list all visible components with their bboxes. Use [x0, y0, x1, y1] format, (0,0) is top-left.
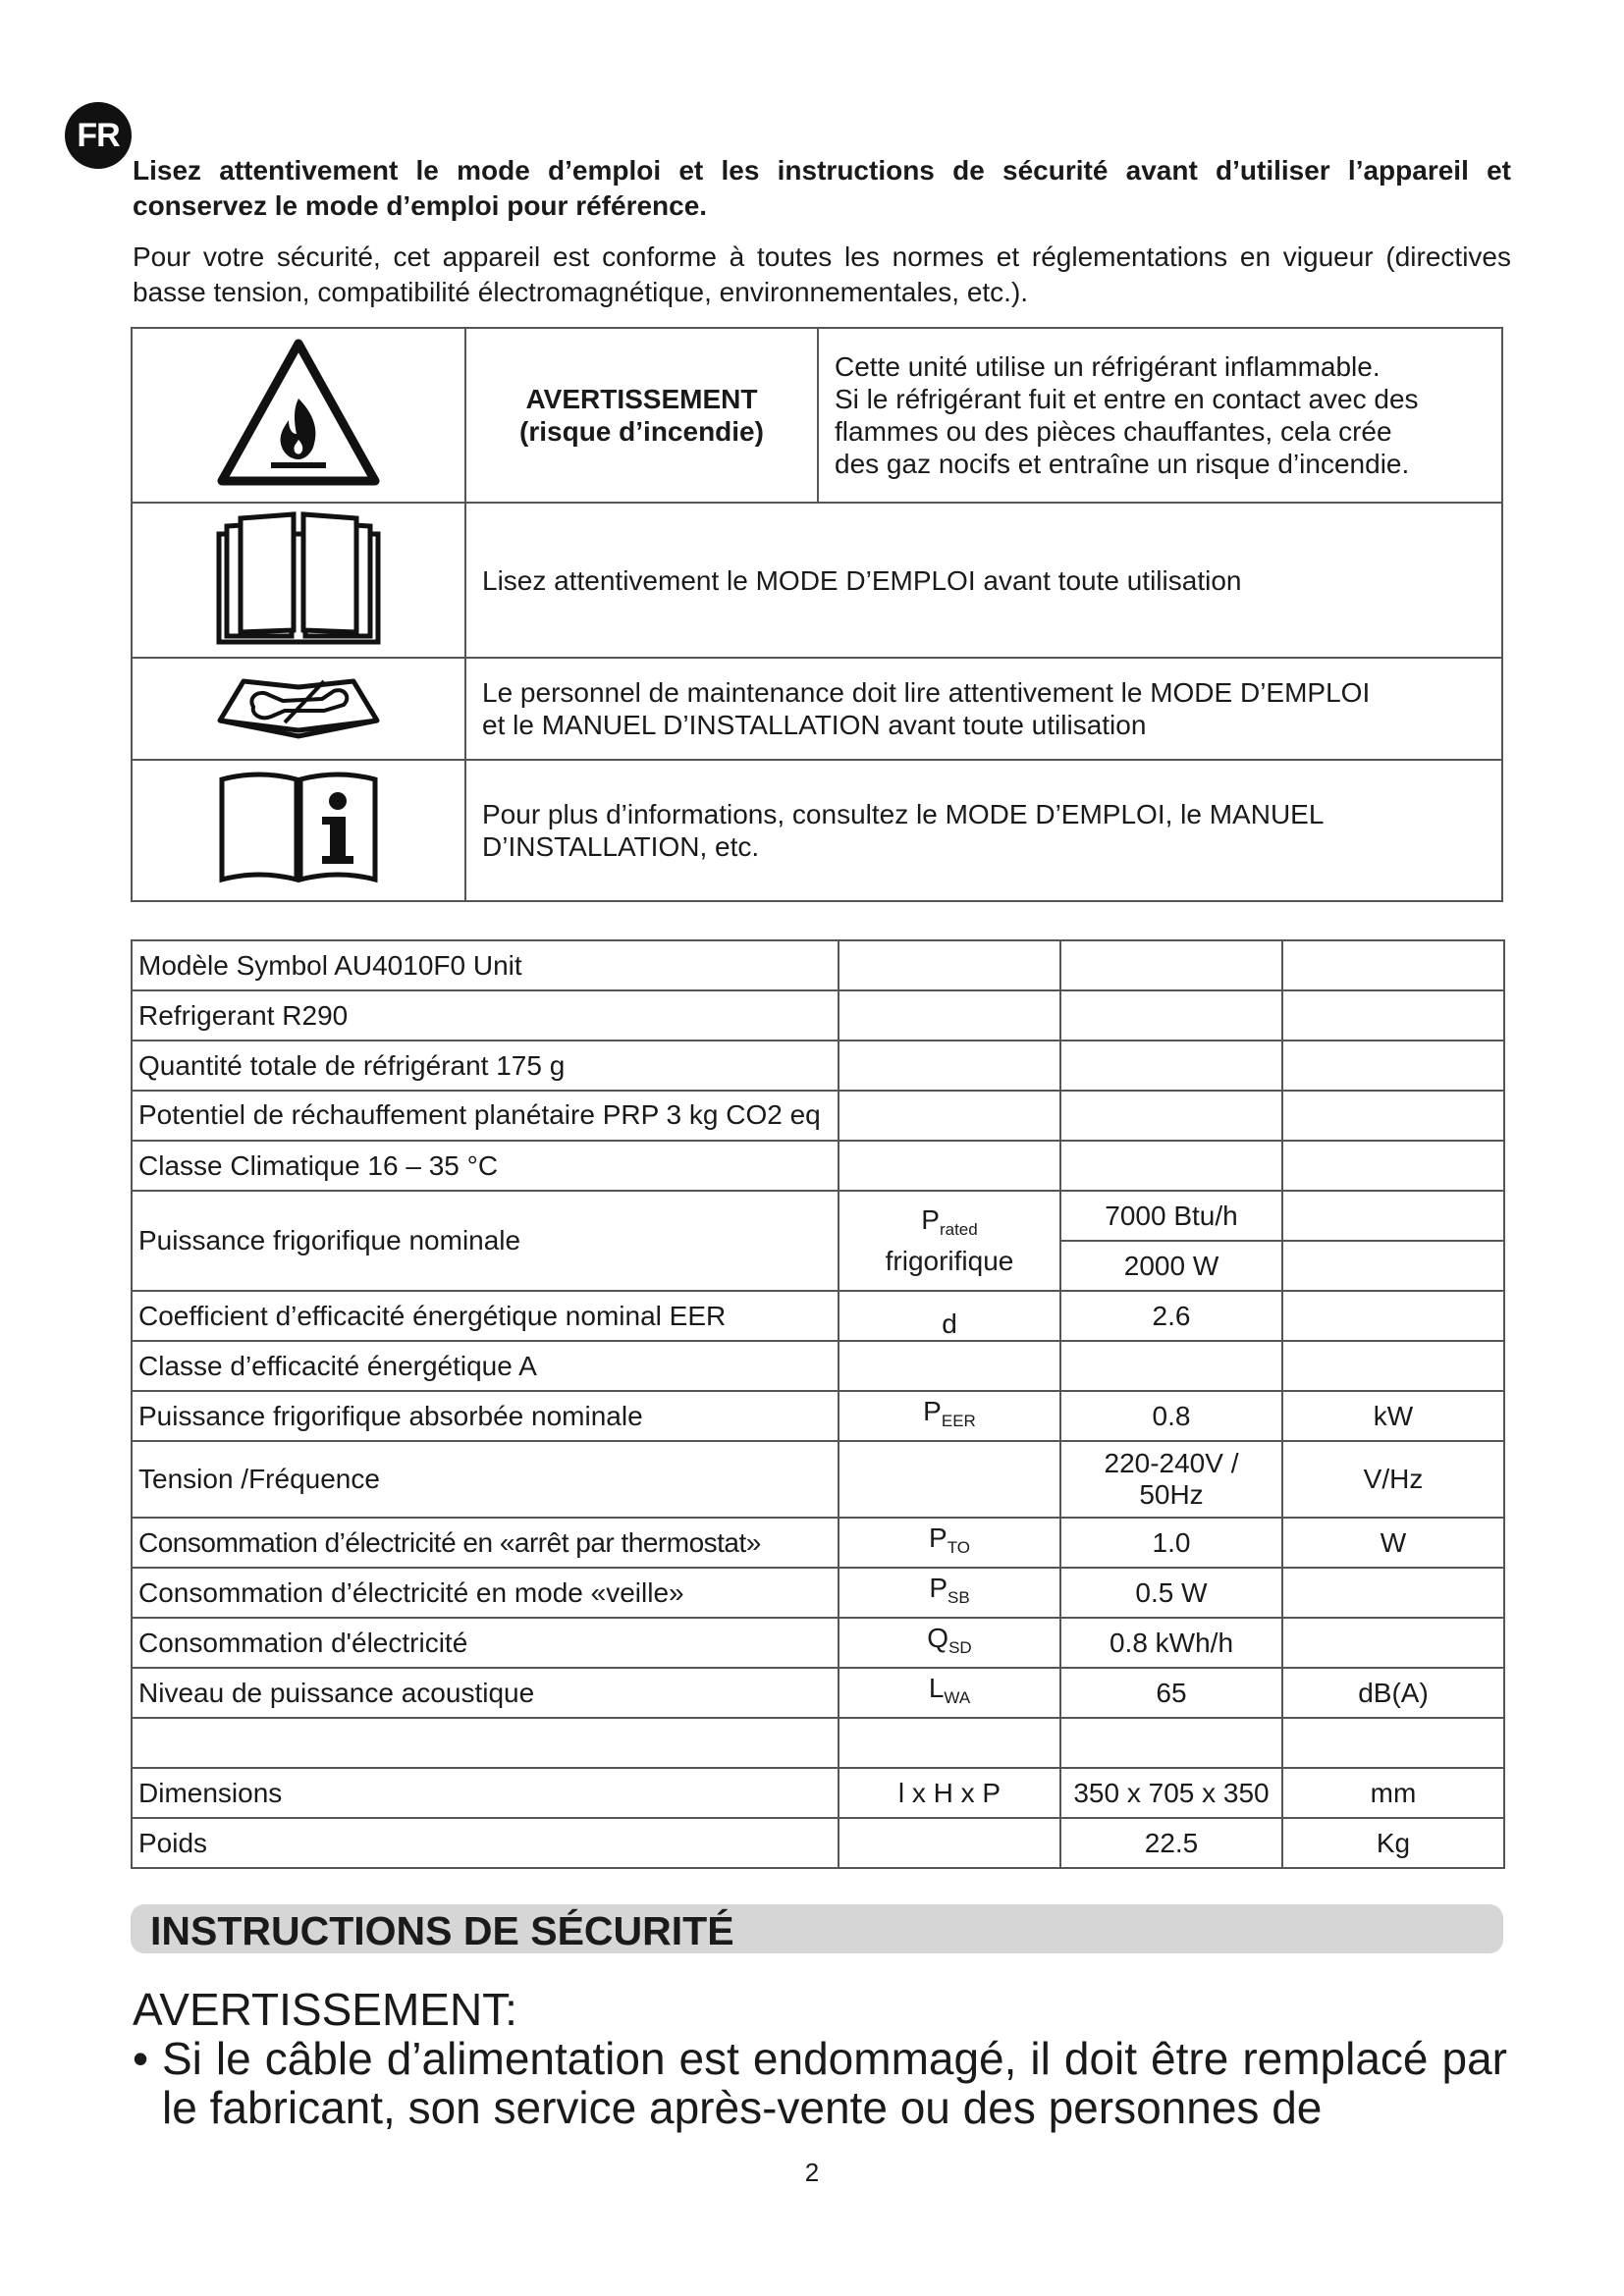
fire-warning-title — [465, 328, 818, 503]
standby-label: Consommation d’électricité en mode «veille» — [132, 1568, 839, 1618]
noise-value: 65 — [1060, 1668, 1282, 1718]
climate-class-label: Classe Climatique 16 – 35 °C — [132, 1141, 839, 1191]
table-row — [132, 1141, 1504, 1191]
bullet-icon: • — [133, 2033, 149, 2084]
table-row — [132, 940, 1504, 990]
gwp-label — [132, 1091, 839, 1141]
noise-symbol-sub: WA — [944, 1687, 971, 1707]
service-row — [132, 658, 1502, 760]
consumption-value: 0.8 kWh/h — [1060, 1618, 1282, 1668]
noise-unit: dB(A) — [1282, 1668, 1504, 1718]
consumption-symbol-sub: SD — [948, 1637, 972, 1657]
language-badge: FR — [65, 102, 132, 169]
info-manual-icon — [132, 760, 465, 901]
cooling-symbol-sub: rated — [939, 1220, 978, 1239]
safety-warning-heading: AVERTISSEMENT: — [133, 1984, 517, 2035]
service-text — [465, 658, 1502, 760]
standby-symbol — [839, 1568, 1060, 1618]
thermostat-symbol-sub: TO — [947, 1537, 970, 1557]
table-row — [132, 1341, 1504, 1391]
table-row — [132, 1668, 1504, 1718]
absorbed-power-unit: kW — [1282, 1391, 1504, 1441]
thermostat-symbol-main: P — [929, 1522, 947, 1553]
page-number: 2 — [804, 2158, 820, 2187]
standby-value: 0.5 W — [1060, 1568, 1282, 1618]
table-row — [132, 1441, 1504, 1518]
table-row — [132, 1818, 1504, 1868]
safety-section-header: INSTRUCTIONS DE SÉCURITÉ — [131, 1904, 1503, 1953]
refrigerant-label: Refrigerant R290 — [132, 990, 839, 1041]
table-row — [132, 1391, 1504, 1441]
manual-text: Lisez attentivement le MODE D’EMPLOI avant toute utilisation — [465, 503, 1502, 658]
info-text-line2: D’INSTALLATION, etc. — [482, 831, 760, 862]
specifications-table — [131, 939, 1505, 1869]
energy-class-label: Classe d’efficacité énergétique A — [132, 1341, 839, 1391]
thermostat-off-symbol — [839, 1518, 1060, 1568]
fire-warning-row — [132, 328, 1502, 503]
flammable-warning-icon — [132, 328, 465, 503]
consumption-label: Consommation d'électricité — [132, 1618, 839, 1668]
open-book-icon — [132, 503, 465, 658]
table-row — [132, 1568, 1504, 1618]
absorbed-symbol-main: P — [923, 1395, 942, 1426]
dimensions-label: Dimensions — [132, 1768, 839, 1818]
fire-warning-title-line1: AVERTISSEMENT — [525, 384, 758, 414]
weight-label: Poids — [132, 1818, 839, 1868]
cooling-symbol-word: frigorifique — [885, 1246, 1014, 1276]
fire-warning-text — [818, 328, 1502, 503]
voltage-value-line1: 220-240V / — [1104, 1448, 1239, 1478]
safety-bullet-item — [133, 2034, 1507, 2132]
noise-label: Niveau de puissance acoustique — [132, 1668, 839, 1718]
noise-symbol-main: L — [928, 1672, 945, 1703]
cooling-value-btu: 7000 Btu/h — [1060, 1191, 1282, 1241]
gwp-text: Potentiel de réchauffement planétaire PRP 3 kg CO2 eq — [138, 1099, 821, 1130]
cooling-value-watts: 2000 W — [1060, 1241, 1282, 1291]
dimensions-symbol: l x H x P — [839, 1768, 1060, 1818]
safety-bullet-text: Si le câble d’alimentation est endommagé, il doit être remplacé par le fabricant, son service après-vente ou des personnes de — [162, 2033, 1507, 2133]
manual-row — [132, 503, 1502, 658]
cooling-capacity-symbol — [839, 1191, 1060, 1291]
absorbed-power-value: 0.8 — [1060, 1391, 1282, 1441]
consumption-symbol-main: Q — [927, 1622, 949, 1653]
info-text — [465, 760, 1502, 901]
service-text-line1: Le personnel de maintenance doit lire attentivement le MODE D’EMPLOI — [482, 677, 1371, 708]
table-row — [132, 1091, 1504, 1141]
fire-warning-text-line3: flammes ou des pièces chauffantes, cela crée — [835, 416, 1392, 447]
fire-warning-text-line1: Cette unité utilise un réfrigérant inflammable. — [835, 351, 1380, 382]
warning-symbols-table — [131, 327, 1503, 902]
weight-value: 22.5 — [1060, 1818, 1282, 1868]
service-text-line2: et le MANUEL D’INSTALLATION avant toute utilisation — [482, 710, 1147, 740]
voltage-value — [1060, 1441, 1282, 1518]
table-row — [132, 1518, 1504, 1568]
voltage-value-line2: 50Hz — [1139, 1479, 1204, 1510]
quantity-label: Quantité totale de réfrigérant 175 g — [132, 1041, 839, 1091]
cooling-symbol-main: P — [921, 1204, 940, 1235]
table-row — [132, 1718, 1504, 1768]
thermostat-off-label: Consommation d’électricité en «arrêt par thermostat» — [132, 1518, 839, 1568]
thermostat-off-value: 1.0 — [1060, 1518, 1282, 1568]
table-row — [132, 1041, 1504, 1091]
voltage-label: Tension /Fréquence — [132, 1441, 839, 1518]
dimensions-value: 350 x 705 x 350 — [1060, 1768, 1282, 1818]
table-row — [132, 990, 1504, 1041]
voltage-unit: V/Hz — [1282, 1441, 1504, 1518]
standby-symbol-main: P — [929, 1572, 947, 1603]
eer-symbol: d — [839, 1291, 1060, 1341]
absorbed-power-symbol — [839, 1391, 1060, 1441]
intro-bold-paragraph: Lisez attentivement le mode d’emploi et les instructions de sécurité avant d’utiliser l’appareil et conservez le mode d’emploi pour référence. — [133, 155, 1511, 221]
eer-value: 2.6 — [1060, 1291, 1282, 1341]
table-row — [132, 1191, 1504, 1241]
weight-unit: Kg — [1282, 1818, 1504, 1868]
cooling-capacity-label: Puissance frigorifique nominale — [132, 1191, 839, 1291]
info-text-line1: Pour plus d’informations, consultez le MODE D’EMPLOI, le MANUEL — [482, 799, 1325, 829]
table-row — [132, 1291, 1504, 1341]
noise-symbol — [839, 1668, 1060, 1718]
table-row — [132, 1618, 1504, 1668]
thermostat-off-unit: W — [1282, 1518, 1504, 1568]
consumption-symbol — [839, 1618, 1060, 1668]
fire-warning-title-line2: (risque d’incendie) — [519, 416, 764, 447]
absorbed-power-label: Puissance frigorifique absorbée nominale — [132, 1391, 839, 1441]
model-label: Modèle Symbol AU4010F0 Unit — [132, 940, 839, 990]
intro-paragraph: Pour votre sécurité, cet appareil est conforme à toutes les normes et réglementations en vigueur (directives basse tension, compatibilité électromagnétique, environnementales, etc.). — [133, 241, 1511, 307]
table-row — [132, 1768, 1504, 1818]
standby-symbol-sub: SB — [947, 1587, 970, 1607]
absorbed-symbol-sub: EER — [941, 1411, 976, 1430]
eer-label: Coefficient d’efficacité énergétique nominal EER — [132, 1291, 839, 1341]
fire-warning-text-line4: des gaz nocifs et entraîne un risque d’incendie. — [835, 449, 1410, 479]
dimensions-unit: mm — [1282, 1768, 1504, 1818]
info-row — [132, 760, 1502, 901]
service-manual-icon — [132, 658, 465, 760]
fire-warning-text-line2: Si le réfrigérant fuit et entre en contact avec des — [835, 384, 1419, 414]
